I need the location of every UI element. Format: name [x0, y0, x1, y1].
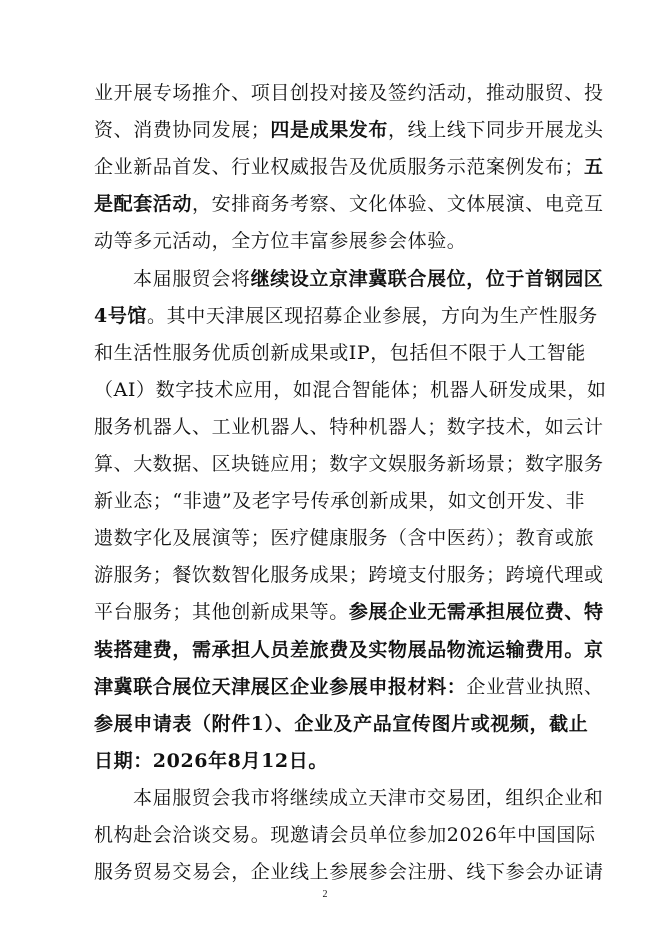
text-line [94, 338, 586, 368]
text-run: 遗数字化及展演等；医疗健康服务（含中医药）；教育或旅 [94, 527, 595, 549]
text-line [94, 375, 607, 405]
text-line [94, 301, 598, 331]
text-run: 新业态；“非遗”及老字号传承创新成果，如文创开发、非 [94, 490, 586, 512]
text-run: 服务贸易交易会，企业线上参展参会注册、线下参会办证请 [94, 861, 604, 883]
text-run: 算、大数据、区块链应用；数字文娱服务新场景；数字服务 [94, 453, 604, 475]
bold-text-run: 继续设立京津冀联合展位，位于首钢园区 [250, 268, 604, 290]
text-run: 本届服贸会我市将继续成立天津市交易团，组织企业和 [133, 787, 604, 809]
text-line [94, 820, 596, 850]
text-line [94, 672, 604, 702]
text-line [94, 189, 604, 219]
bold-text-run: 四是成果发布 [270, 119, 389, 141]
text-line [94, 857, 604, 887]
text-line [94, 635, 604, 665]
bold-text-run: 参展企业无需承担展位费、特 [348, 601, 604, 623]
text-line [94, 226, 566, 256]
text-line [94, 746, 566, 776]
text-run: 平台服务；其他创新成果等。 [94, 601, 349, 623]
text-run: 和生活性服务优质创新成果或IP，包括但不限于人工智能 [94, 342, 586, 364]
text-run: 业开展专场推介、项目创投对接及签约活动，推动服贸、投 [94, 82, 604, 104]
paragraph-first-line [133, 783, 604, 813]
text-line [94, 597, 604, 627]
text-run: 企业新品首发、行业权威报告及优质服务示范案例发布； [94, 156, 585, 178]
page-number: 2 [322, 889, 328, 900]
text-line [94, 523, 595, 553]
text-line [94, 115, 604, 145]
text-run: ，安排商务考察、文化体验、文体展演、电竞互 [192, 193, 604, 215]
text-run: 本届服贸会将 [133, 268, 251, 290]
text-run: ，线上线下同步开展龙头 [388, 119, 604, 141]
paragraph-first-line [133, 264, 604, 294]
bold-text-run: 日期：2026年8月12日。 [94, 750, 328, 772]
bold-text-run: 五 [584, 156, 604, 178]
text-run: 机构赴会洽谈交易。现邀请会员单位参加2026年中国国际 [94, 824, 596, 846]
text-line [94, 709, 589, 739]
text-line [94, 486, 586, 516]
text-line [94, 78, 604, 108]
bold-text-run: 参展申请表（附件1）、企业及产品宣传图片或视频，截止 [94, 713, 589, 735]
text-run: 动等多元活动，全方位丰富参展参会体验。 [94, 230, 467, 252]
text-line [94, 412, 604, 442]
bold-text-run: 是配套活动 [94, 193, 193, 215]
text-line [94, 152, 604, 182]
bold-text-run: 津冀联合展位天津展区企业参展申报材料： [94, 676, 467, 698]
text-run: 服务机器人、工业机器人、特种机器人；数字技术，如云计 [94, 416, 604, 438]
bold-text-run: 4号馆 [94, 305, 148, 327]
text-run: 资、消费协同发展； [94, 119, 271, 141]
text-run: 企业营业执照、 [466, 676, 604, 698]
text-line [94, 449, 604, 479]
text-run: 游服务；餐饮数智化服务成果；跨境支付服务；跨境代理或 [94, 564, 604, 586]
text-run: （AI）数字技术应用，如混合智能体；机器人研发成果，如 [94, 379, 607, 401]
text-run: 。其中天津展区现招募企业参展，方向为生产性服务 [147, 305, 598, 327]
text-line [94, 560, 604, 590]
bold-text-run: 装搭建费，需承担人员差旅费及实物展品物流运输费用。京 [94, 639, 604, 661]
